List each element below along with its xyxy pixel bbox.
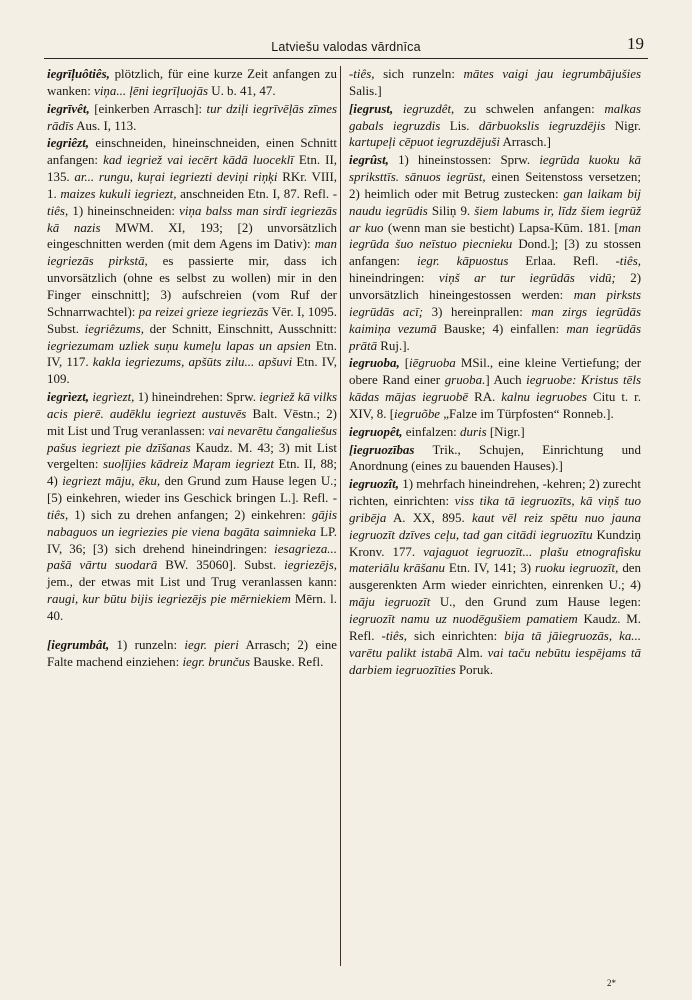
entry-text: sich einrichten: [407,627,505,643]
entry-text: BW. 35060]. Subst. [157,557,285,573]
entry-text: einfalzen: [402,423,461,439]
example-text: viņš ar tur iegrūdās vidū; [438,270,616,286]
entry-text: Kaudz. M. Refl. [349,611,641,643]
headword: iegrûst, [349,152,389,168]
entry-text: A. XX, 895. [386,509,473,525]
entry-text: „Falze im Türpfosten“ Ronneb.]. [440,405,614,421]
dictionary-entry [47,135,337,388]
headword: iegruopêt, [349,423,403,439]
example-text: suoļījies kādreiz Maŗam iegriezt [102,456,274,472]
entry-text: Etn. II, 88; 4) [47,456,337,489]
example-text: man iegrūdās prātā [349,320,642,353]
dictionary-entry [47,389,337,625]
entry-text: Erlaa. Refl. [508,253,616,269]
entry-text: Poruk. [455,661,494,677]
example-text: kaut vēl reiz spētu nuo jauna iegruozīt dzīves ceļu, tad gan citādi iegruozītu [349,509,641,542]
entry-text: Ruj.]. [377,337,410,353]
entry-text: 1) mehrfach hineindrehen, -kehren; 2) zurecht richten, einrichten: [349,476,641,509]
entry-text: plötzlich, für eine kurze Zeit anfangen zu wanken: [47,66,337,98]
page-number: 19 [627,34,644,53]
example-text: gan laikam bij naudu iegrūdis [349,185,641,218]
entry-text: Dond.]; [3) zu stossen anfangen: [349,236,642,269]
entry-text: [ [399,355,410,371]
entry-text: [einkerben Arrasch]: [89,100,207,116]
entry-text: Arrasch; 2) eine Falte machend einziehen: [47,636,337,669]
entry-text: 1) hineinschneiden: [68,202,180,218]
dictionary-entry [349,66,641,100]
entry-text: 1) hineindrehen: Sprw. [134,389,260,405]
example-text: ruoku iegruozīt, [534,560,619,576]
entry-text: LP. IV, 36; [3) sich drehend hineindringen: [47,523,337,556]
entry-text: Etn. IV, 141; 3) [444,560,535,576]
entry-text: 3) hereinprallen: [423,303,532,319]
example-text: kad iegriež vai iecērt kādā luoceklī [103,152,294,168]
example-text: iegruozīt namu uz nuodēgušiem pamatiem [349,611,578,626]
entry-text: der Schnitt, Einschnitt, Ausschnitt: [143,320,337,336]
dictionary-entry [349,101,641,152]
example-text: -tiês, [349,66,375,81]
entry-text: Alm. [452,644,488,660]
headword: iegrīvêt, [47,100,90,116]
entry-text [393,101,403,116]
example-text: gājis nabaguos un iegriezies pie viena bagāta saimnieka [47,506,337,539]
example-text: gruoba. [444,372,486,388]
example-text: vai taču nebūtu iespējams tā darbiem iegruozīties [349,644,641,677]
example-text: malkas gabals iegruzdis [349,100,642,133]
entry-text: MWM. XI, 193; [2) unvorsätzlich eingeschnitten werden (mit dem Agens im Dativ): [47,219,338,252]
entry-text: hineindringen: [349,270,439,286]
example-text: iesagrieza... pašā vārtu suodarā [47,540,337,573]
example-text: kartupeļi cēpuot iegruzdējuši [349,134,500,150]
example-text: iegr. kāpuostus [417,253,509,269]
example-text: maizes kukuli iegriezt, [60,185,177,201]
example-text: iegr. brunčus [182,653,250,669]
example-text: iegriezt māju, ēku, [62,473,161,489]
example-text: iegrūda kuoku kā spriksttīs. sānuos iegrūst, [349,152,641,185]
example-text: iegruzdêt, [402,100,455,116]
example-text: man iegriezās pirkstā, [47,236,337,269]
entry-text: 1) sich zu drehen anfangen; 2) einkehren: [68,506,312,522]
entry-text: ] Auch [485,372,527,388]
example-text: iegriezējs, [284,557,337,573]
entry-text: Bauske. Refl. [250,653,324,669]
entry-text: Siliņ 9. [427,202,475,218]
example-text: mātes vaigi jau iegrumbājušies [463,66,641,81]
dictionary-entry [349,152,641,354]
entry-text: Lis. [440,117,479,133]
dictionary-entry [349,424,641,441]
example-text: viņa balss man sirdī iegriezās kā nazis [47,202,337,235]
example-text: duris [460,423,487,439]
entry-text: sich runzeln: [374,66,464,81]
example-text: -tiês, [47,490,337,522]
example-text: kakla iegriezums, apšūts zilu... apšuvi [92,354,293,370]
entry-text: Aus. I, 113. [73,117,137,133]
example-text: vajaguot iegruozīt... plašu etnografisku materiālu krāšanu [349,543,642,576]
entry-text: anschneiden Etn. I, 87. Refl. [176,185,333,201]
headword: [iegrumbât, [47,636,110,652]
example-text: viņa... ļēni iegrīļuojās [94,82,208,98]
example-text: iegr. pieri [184,636,239,652]
entry-text: Citu t. r. XIV, 8. [ [349,389,641,421]
dictionary-entry [349,442,641,476]
entry-text: U., den Grund zum Hause legen: [430,594,641,610]
example-text: viss tika tā iegruozīts, kā viņš tuo gribēja [349,493,641,525]
entry-text: 2) unvorsätzlich hineingestossen werden: [349,270,642,302]
entry-text: einen Seitenstoss versetzen; 2) heimlich oder mit Betrug zustecken: [349,169,641,201]
example-text: iegruobe: Kristus tēls kādas mājas iegruobē [349,372,642,405]
example-text: -tiês, [615,253,641,269]
example-text: -tiês, [47,185,338,218]
entry-text: es passierte mir, dass ich unvorsätzlich (ohne es selbst zu wollen) mir in den Finger einschnitt]; 3) aufschreien (vom Ruf der Schnarrwachtel): [47,253,338,319]
example-text: iēgruoba [409,355,456,371]
example-text: man iegrūda šuo neīstuo piecnieku [349,219,641,252]
entry-text: MSil., eine kleine Vertiefung; der obere Rand einer [349,355,641,388]
entry-text: Vēr. I, 1095. Subst. [47,303,337,336]
headword: iegruoba, [349,355,400,371]
entry-text: zu schwelen anfangen: [454,100,605,116]
entry-text: [Nigr.] [486,423,525,439]
example-text: kalnu iegruobes [501,389,588,405]
dictionary-entry [47,66,337,100]
entry-text: Kaudz. M. 43; 3) mit List vergelten: [47,439,337,472]
example-text: man zirgs iegrūdās kaimiņa vezumā [349,303,641,336]
example-text: iegrìezt, [92,389,135,405]
headword: iegrìezt, [47,389,90,405]
running-title: Latviešu valodas vārdnīca [271,40,421,54]
running-header [44,32,648,59]
entry-text: den ausgerenkten Arm wieder einrichten, einrenken U.; 4) [349,560,642,593]
entry-text: den Grund zum Hause legen U.; [5) einkehren, wieder ins Geschick bringen L.]. Refl. [47,473,338,506]
example-text: iegriêzums, [84,320,144,336]
entry-text: (wenn man sie besticht) Lapsa-Kūm. 181. [ [383,219,619,235]
example-text: bija tā jāiegruozās, ka... varētu palikt istabā [349,627,642,660]
entry-text: Kundziņ Kronv. 177. [349,526,641,559]
example-text: iegriezumam uzliek suņu kumeļu lapas un apsien [47,337,311,353]
entry-text: einschneiden, hineinschneiden, einen Schnitt anfangen: [47,135,337,168]
dictionary-entry [349,355,641,422]
printer-signature-mark: 2* [607,978,616,988]
entry-text: Nigr. [605,117,641,133]
example-text: tur dziļi iegrīvēļās zīmes rādīs [47,100,338,133]
headword: [iegrust, [349,100,394,116]
entry-text: U. b. 41, 47. [208,82,276,98]
entry-text: Etn. IV, 117. [47,337,337,370]
example-text: šiem labums ir, līdz šiem iegrūž ar kuo [349,202,641,235]
headword: iegruozît, [349,476,399,492]
dictionary-entry [47,101,337,135]
example-text: raugi, kur būtu bijis iegriezējs pie mērniekiem [47,591,291,607]
entry-text: Arrasch.] [499,134,551,150]
entry-text: Mērn. l. 40. [47,591,337,623]
entry-text: Etn. IV, 109. [47,354,337,387]
entry-text: 1) runzeln: [109,636,185,652]
entry-text: Bauske; 4) einfallen: [436,320,567,336]
entry-text: RKr. VIII, 1. [47,169,338,201]
dictionary-entry [47,637,337,671]
column-divider [340,66,341,966]
dictionary-entry [349,476,641,678]
entry-text: Salis.] [349,82,382,98]
example-text: iegruõbe [394,405,441,421]
example-text: māju iegruozīt [349,594,431,610]
entry-text: Trik., Schujen, Einrichtung und Anordnung (eines zu bauenden Hauses).] [349,441,641,474]
example-text: pa reizei grieze iegriezās [138,303,269,319]
right-column [349,66,641,678]
example-text: man pirksts iegrūdās acī; [349,286,641,319]
entry-text: jem., der etwas mit List und Trug veranlassen kann: [47,574,337,590]
entry-text: RA. [468,389,502,405]
headword: iegrīļuôtiês, [47,66,110,81]
headword: [iegruozības [349,441,415,457]
example-text: -tiês, [381,627,408,643]
left-column [47,66,337,671]
example-text: ar... rungu, kuŗai iegriezti deviņi riņķi [74,169,278,185]
entry-text: 1) hineinstossen: Sprw. [388,152,540,168]
entry-text: Etn. II, 135. [47,152,337,185]
example-text: vai nevarētu čangaliešus pašus iegriezt pie dzīšanas [47,422,338,455]
entry-text: Balt. Vēstn.; 2) mit List und Trug veranlassen: [47,405,337,438]
example-text: iegriež kā vilks acis pierē. audēklu iegriezt austuvēs [47,389,337,421]
example-text: dārbuokslis iegruzdējis [478,117,606,133]
headword: iegriêzt, [47,135,90,151]
